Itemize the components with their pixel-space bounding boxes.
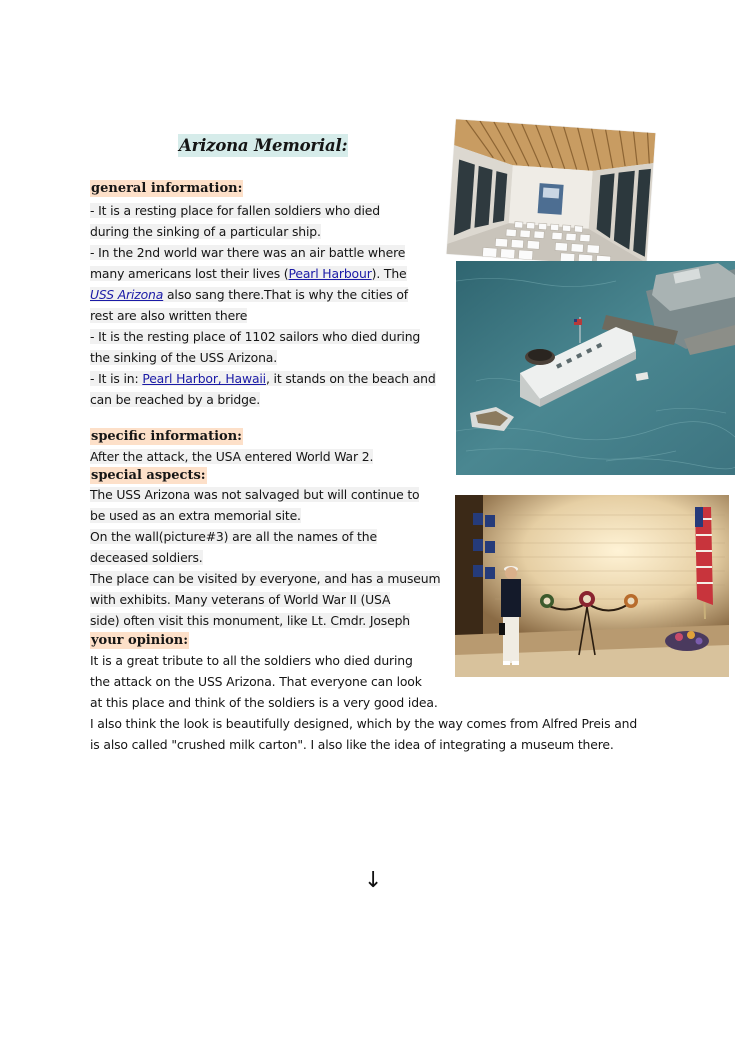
memorial-aerial-illustration: [456, 261, 735, 475]
text-line: deceased soldiers.: [90, 550, 203, 565]
down-arrow-icon: ↓: [364, 868, 383, 893]
page-title: Arizona Memorial:: [179, 136, 348, 155]
text-line: rest are also written there: [90, 308, 248, 323]
heading-specific-information: specific information:: [91, 429, 242, 444]
heading-special-aspects: special aspects:: [91, 468, 206, 483]
memorial-interior-photo: [447, 119, 656, 268]
text-line: be used as an extra memorial site.: [90, 508, 301, 523]
text-line: the attack on the USS Arizona. That everyone can look: [90, 674, 422, 689]
pearl-harbor-hawaii-link[interactable]: Pearl Harbor, Hawaii: [142, 371, 266, 386]
text-line: The USS Arizona was not salvaged but will continue to: [90, 487, 420, 502]
general-information-text: [90, 200, 446, 410]
text-line: during the sinking of a particular ship.: [90, 224, 321, 239]
memorial-aerial-photo: [456, 261, 735, 475]
text-fragment: many americans lost their lives (: [90, 266, 289, 281]
names-wall-illustration: [455, 495, 729, 677]
uss-arizona-link[interactable]: USS Arizona: [90, 287, 164, 302]
text-line: can be reached by a bridge.: [90, 392, 261, 407]
text-line: [90, 266, 407, 281]
names-wall-photo: [455, 495, 729, 677]
text-line: the sinking of the USS Arizona.: [90, 350, 278, 365]
text-line: - It is a resting place for fallen soldiers who died: [90, 203, 380, 218]
text-line: - It is the resting place of 1102 sailors who died during: [90, 329, 421, 344]
text-line: I also think the look is beautifully designed, which by the way comes from Alfred Preis and: [90, 716, 638, 731]
text-fragment: ). The: [371, 266, 407, 281]
text-fragment: , it stands on the beach and: [265, 371, 436, 386]
text-line: After the attack, the USA entered World War 2.: [90, 449, 374, 464]
pearl-harbour-link[interactable]: Pearl Harbour: [288, 266, 372, 281]
text-line: - In the 2nd world war there was an air battle where: [90, 245, 406, 260]
special-aspects-text: [90, 484, 446, 631]
text-line: [90, 371, 436, 386]
opinion-text: [90, 650, 446, 713]
text-line: is also called "crushed milk carton". I also like the idea of integrating a museum there.: [90, 737, 614, 752]
text-line: It is a great tribute to all the soldiers who died during: [90, 653, 413, 668]
text-line: at this place and think of the soldiers is a very good idea.: [90, 695, 438, 710]
memorial-interior-illustration: [447, 119, 656, 268]
opinion-text-continued: [90, 713, 670, 755]
text-line: side) often visit this monument, like Lt. Cmdr. Joseph: [90, 613, 410, 628]
text-line: [90, 287, 408, 302]
text-fragment: - It is in:: [90, 371, 143, 386]
specific-information-text: [90, 446, 446, 467]
text-line: with exhibits. Many veterans of World War II (USA: [90, 592, 391, 607]
heading-general-information: general information:: [91, 181, 243, 196]
heading-your-opinion: your opinion:: [91, 633, 189, 648]
text-fragment: also sang there.That is why the cities of: [163, 287, 408, 302]
text-line: The place can be visited by everyone, and has a museum: [90, 571, 441, 586]
text-line: On the wall(picture#3) are all the names of the: [90, 529, 377, 544]
